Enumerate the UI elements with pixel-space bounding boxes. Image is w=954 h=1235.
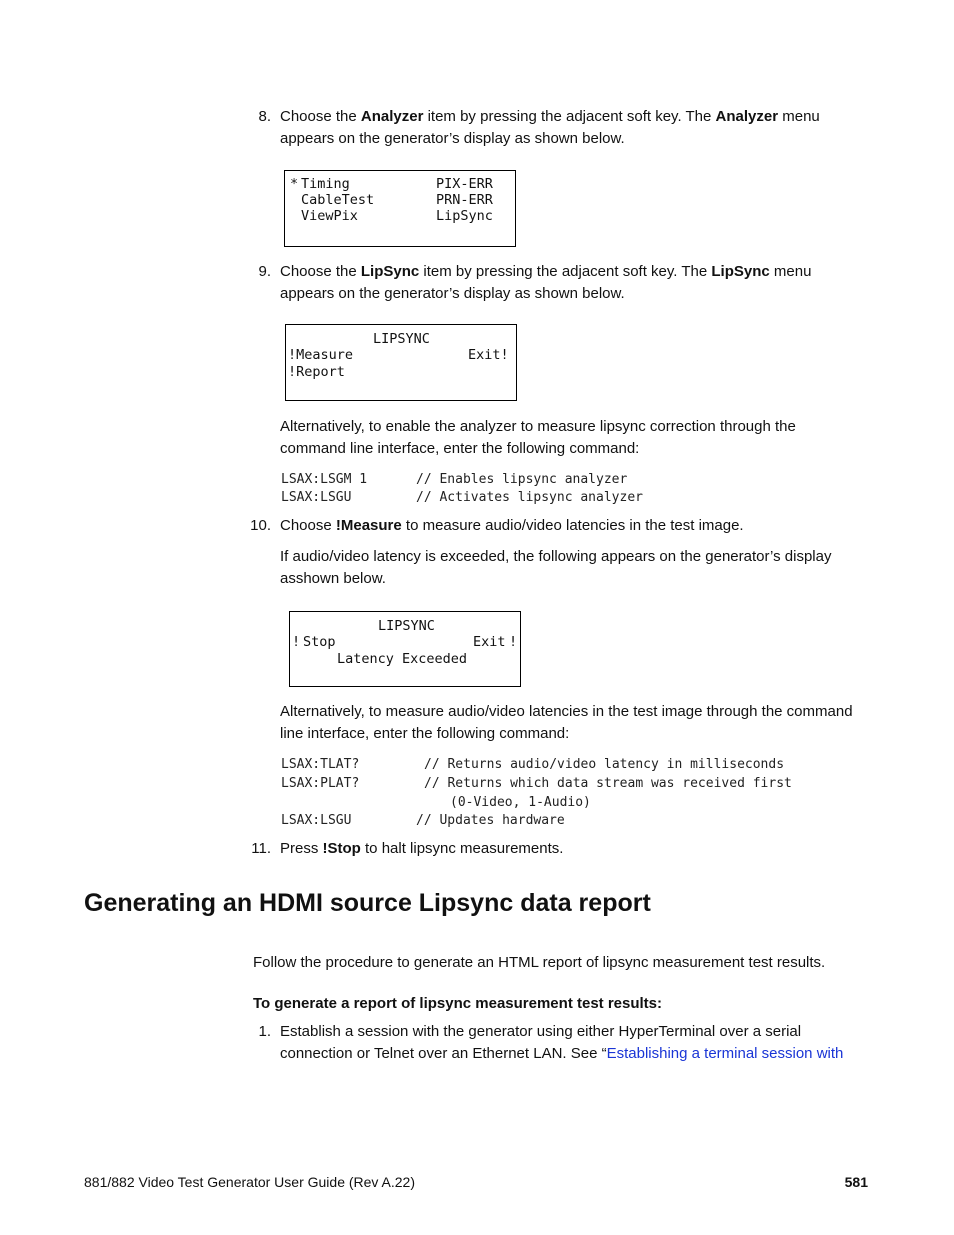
menu-item-report: !Report (288, 364, 345, 380)
display-title: LIPSYNC (378, 618, 435, 634)
latency-exceeded-message: Latency Exceeded (337, 651, 468, 667)
text-line: Alternatively, to measure audio/video latencies in the test image through the command (280, 703, 853, 720)
text-line: command line interface, enter the following command: (280, 440, 640, 457)
code-command: LSAX:LSGU (281, 490, 352, 505)
page-number: 581 (844, 1174, 868, 1190)
code-comment: // Returns audio/video latency in milliseconds (424, 757, 785, 772)
text-line: Alternatively, to enable the analyzer to measure lipsync correction through the (280, 418, 796, 435)
terminal-session-link[interactable]: Establishing a terminal session with (606, 1045, 844, 1062)
menu-item-exit: Exit! (468, 347, 509, 363)
menu-item-lipsync: LipSync (436, 208, 493, 224)
text-line: line interface, enter the following command: (280, 725, 570, 742)
text-run: appears on the generator’s display as shown below. (280, 130, 625, 147)
text-run: Choose (280, 517, 336, 534)
code-command: LSAX:LSGU (281, 813, 352, 828)
code-comment: // Returns which data stream was received first (424, 776, 792, 791)
step-1-text (280, 1021, 843, 1065)
code-comment: (0-Video, 1-Audio) (450, 795, 591, 810)
analyzer-menu-display (284, 170, 516, 247)
text-run: item by pressing the adjacent soft key. The (423, 108, 716, 125)
bold-term: Analyzer (715, 108, 779, 125)
text-run: item by pressing the adjacent soft key. The (419, 263, 712, 280)
menu-item-pix-err: PIX-ERR (436, 176, 493, 192)
code-comment: // Enables lipsync analyzer (416, 472, 628, 487)
step-number: 10. (250, 517, 271, 534)
section-intro: Follow the procedure to generate an HTML report of lipsync measurement test results. (253, 954, 826, 971)
text-run: to measure audio/video latencies in the test image. (401, 517, 744, 534)
selection-marker: * (290, 176, 299, 192)
display-title: LIPSYNC (373, 331, 430, 347)
alternative-enable-paragraph (280, 416, 796, 460)
step-number: 8. (258, 108, 271, 125)
bold-term: LipSync (360, 263, 420, 280)
soft-key-marker: ! (292, 634, 301, 650)
text-run: connection or Telnet over an Ethernet LAN. See “ (280, 1045, 607, 1062)
menu-item-prn-err: PRN-ERR (436, 192, 493, 208)
code-comment: // Updates hardware (416, 813, 565, 828)
text-line: asshown below. (280, 570, 386, 587)
step-8-text (280, 106, 820, 150)
menu-item-measure: !Measure (288, 347, 354, 363)
section-heading: Generating an HDMI source Lipsync data report (84, 889, 651, 917)
soft-key-marker: ! (509, 634, 518, 650)
text-line: Establish a session with the generator using either HyperTerminal over a serial (280, 1023, 802, 1040)
bold-term: !Measure (335, 517, 402, 534)
lipsync-menu-display (285, 324, 517, 401)
bold-term: !Stop (322, 840, 361, 857)
code-comment: // Activates lipsync analyzer (416, 490, 643, 505)
step-number: 1. (258, 1023, 271, 1040)
code-command: LSAX:LSGM 1 (281, 472, 368, 487)
text-run: appears on the generator’s display as shown below. (280, 285, 625, 302)
text-run: Choose the (280, 263, 361, 280)
bold-term: LipSync (711, 263, 770, 280)
code-command: LSAX:PLAT? (281, 776, 360, 791)
menu-item-timing: Timing (301, 176, 350, 192)
code-command: LSAX:TLAT? (281, 757, 360, 772)
text-run: menu (778, 108, 820, 125)
text-run: Press (280, 840, 323, 857)
latency-exceeded-paragraph (280, 546, 831, 590)
step-11-text (280, 838, 563, 860)
step-10-text (280, 515, 744, 537)
procedure-title: To generate a report of lipsync measurement test results: (253, 995, 663, 1012)
footer-title: 881/882 Video Test Generator User Guide (Rev A.22) (84, 1174, 416, 1190)
text-line: If audio/video latency is exceeded, the following appears on the generator’s display (280, 548, 832, 565)
menu-item-stop: Stop (303, 634, 336, 650)
step-number: 9. (258, 263, 271, 280)
alternative-measure-paragraph (280, 701, 853, 745)
step-number: 11. (251, 840, 271, 857)
text-run: to halt lipsync measurements. (360, 840, 564, 857)
menu-item-exit: Exit (473, 634, 506, 650)
step-9-text (280, 261, 811, 305)
bold-term: Analyzer (360, 108, 424, 125)
text-run: menu (769, 263, 812, 280)
text-run: Choose the (280, 108, 361, 125)
menu-item-cabletest: CableTest (301, 192, 375, 208)
latency-exceeded-display (289, 611, 521, 687)
menu-item-viewpix: ViewPix (301, 208, 358, 224)
